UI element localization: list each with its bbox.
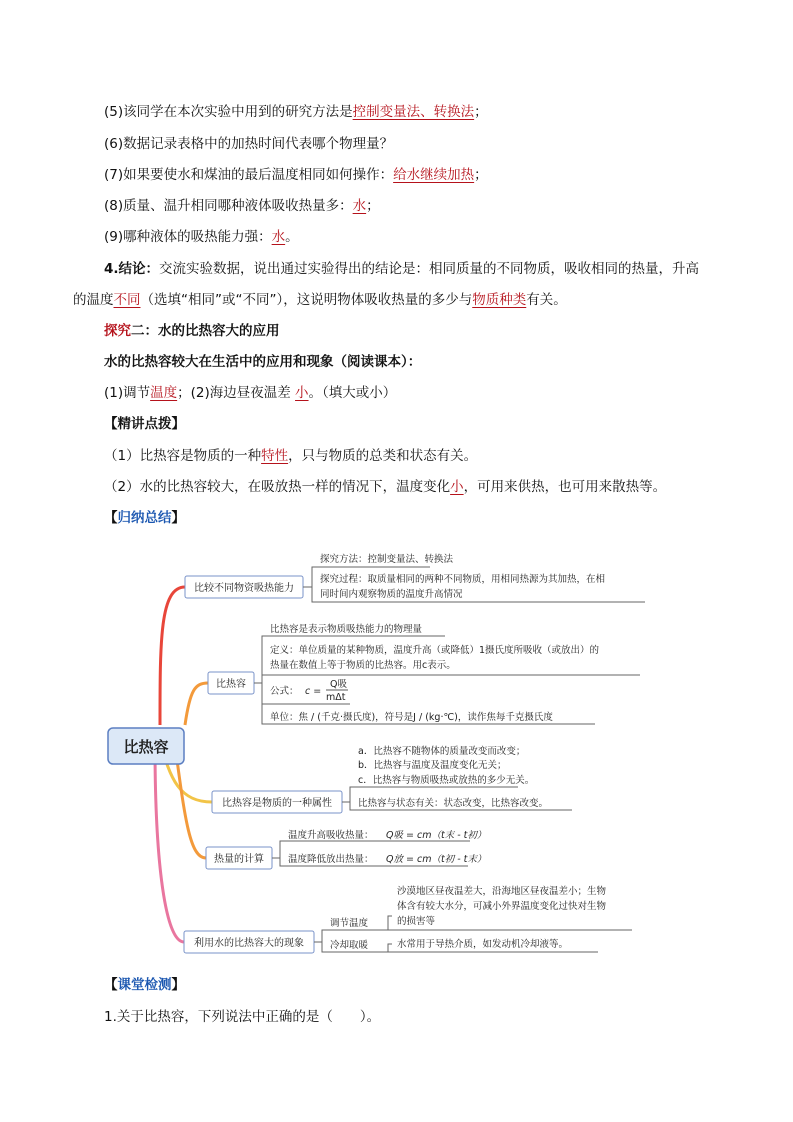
b4-absorb-label: 温度升高吸收热量：: [288, 830, 374, 841]
b4-release-label: 温度降低放出热量：: [288, 854, 374, 865]
b1-process-line-1: 探究过程：取质量相同的两种不同物质，用相同热源为其加热，在相: [320, 574, 606, 585]
b1-process-line-2: 同时间内观察物质的温度升高情况: [320, 589, 463, 600]
jingjiang-point-1: （1）比热容是物质的一种特性，只与物质的总类和状态有关。: [104, 448, 478, 464]
b5-sub-1-line-1: 沙漠地区昼夜温差大，沿海地区昼夜温差小；生物: [397, 886, 607, 897]
branch-4-label: 热量的计算: [214, 854, 264, 865]
question-5: (5)该同学在本次实验中用到的研究方法是控制变量法、转换法；: [104, 104, 488, 120]
question-9: (9)哪种液体的吸热能力强：水。: [104, 229, 299, 245]
question-6: (6)数据记录表格中的加热时间代表哪个物理量？: [104, 136, 394, 152]
b3-state: 比热容与状态有关：状态改变，比热容改变。: [358, 798, 549, 809]
b2-definition-line-1: 定义：单位质量的某种物质，温度升高（或降低）1摄氏度所吸收（或放出）的: [270, 645, 600, 656]
answer-xiao-2: 小: [450, 479, 464, 495]
b4-release-formula: Q放 = cm（t初 - t末）: [386, 854, 487, 865]
b2-formula-denominator: mΔt: [326, 692, 346, 703]
b3-item-a: a．比热容不随物体的质量改变而改变；: [358, 746, 526, 757]
section-header-guina: 【归纳总结】: [104, 510, 185, 526]
answer-wendu: 温度: [150, 385, 178, 401]
b5-sub-2-text: 水常用于导热介质，如发动机冷却液等。: [397, 939, 569, 950]
branch-connector-1: [160, 587, 185, 725]
answer-texing: 特性: [261, 448, 289, 464]
conclusion-line-1: 4.结论：交流实验数据，说出通过实验得出的结论是：相同质量的不同物质，吸收相同的热量，升高: [104, 261, 700, 277]
explore-2-title: 探究二：水的比热容大的应用: [104, 323, 280, 339]
answer-wuzhi-zhonglei: 物质种类: [472, 292, 527, 308]
branch-3-label: 比热容是物质的一种属性: [222, 798, 332, 809]
b2-unit: 单位：焦 / (千克·摄氏度)，符号是J / (kg·℃)，读作焦每千克摄氏度: [270, 712, 553, 723]
question-7: (7)如果要使水和煤油的最后温度相同如何操作：给水继续加热；: [104, 167, 488, 183]
b5-sub-1-line-3: 的损害等: [397, 916, 436, 927]
branch-5-label: 利用水的比热容大的现象: [194, 938, 304, 949]
section-header-ketang: 【课堂检测】: [104, 977, 185, 993]
conclusion-line-2: 的温度不同（选填“相同”或“不同”），这说明物体吸收热量的多少与物质种类有关。: [73, 292, 567, 308]
b2-definition-line-2: 热量在数值上等于物质的比热容。用c表示。: [270, 660, 456, 671]
b2-formula-numerator: Q吸: [330, 679, 347, 690]
b3-item-b: b．比热容与温度及温度变化无关；: [358, 760, 507, 771]
question-8: (8)质量、温升相同哪种液体吸收热量多：水；: [104, 198, 380, 214]
section-header-jingjiang: 【精讲点拨】: [104, 416, 185, 432]
answer-q9: 水: [271, 229, 286, 245]
b2-definition-title: 比热容是表示物质吸热能力的物理量: [270, 624, 423, 635]
specific-heat-mind-map: [100, 540, 660, 960]
b5-sub-1: 调节温度: [330, 918, 369, 929]
branch-2-label: 比热容: [216, 679, 246, 690]
b2-formula-label: 公式：: [270, 686, 299, 697]
b3-item-c: c．比热容与物质吸热或放热的多少无关。: [358, 775, 535, 786]
b1-method: 探究方法：控制变量法、转换法: [320, 554, 454, 565]
branch-connector-2: [185, 683, 208, 725]
jingjiang-point-2: （2）水的比热容较大，在吸放热一样的情况下，温度变化小，可用来供热，也可用来散热等。: [104, 479, 667, 495]
branch-1-label: 比较不同物资吸热能力: [194, 583, 294, 594]
b4-absorb-formula: Q吸 = cm（t末 - t初）: [386, 830, 487, 841]
b5-sub-1-line-2: 体含有较大水分，可减小外界温度变化过快对生物: [397, 901, 607, 912]
b5-sub-2: 冷却取暖: [330, 940, 369, 951]
explore-2-subtitle: 水的比热容较大在生活中的应用和现象（阅读课本）：: [104, 354, 422, 370]
answer-q7: 给水继续加热: [393, 167, 475, 183]
answer-q8: 水: [352, 198, 367, 214]
mind-map-root-label: 比热容: [123, 738, 169, 756]
explore-2-items: (1)调节温度；(2)海边昼夜温差 小。（填大或小）: [104, 385, 397, 401]
answer-q5: 控制变量法、转换法: [352, 104, 475, 120]
ketang-question-1: 1.关于比热容，下列说法中正确的是（ ）。: [104, 1009, 381, 1025]
answer-butong: 不同: [113, 292, 141, 308]
b2-formula-c: c =: [305, 686, 322, 697]
answer-xiao: 小: [295, 385, 309, 401]
